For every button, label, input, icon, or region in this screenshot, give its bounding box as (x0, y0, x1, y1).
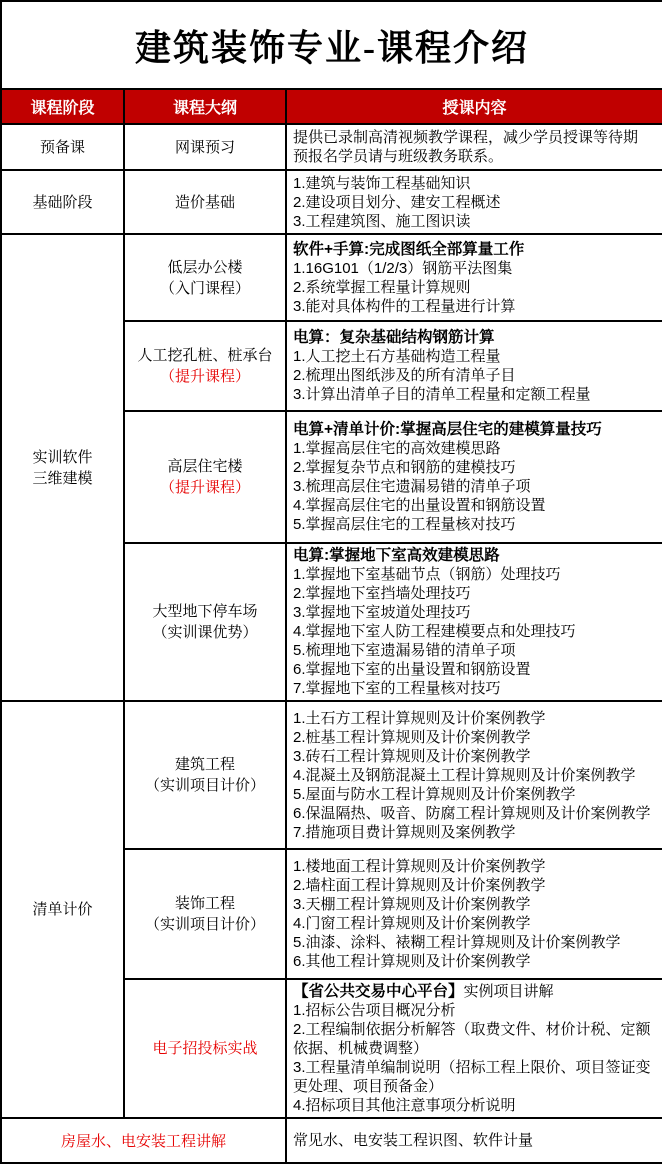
outline-cell-low-rise-office: 低层办公楼 （入门课程） (124, 234, 286, 321)
outline-cell-underground-parking: 大型地下停车场 （实训课优势） (124, 543, 286, 701)
table-row-low-rise-office (1, 234, 662, 321)
table-row-prep (1, 124, 662, 170)
table-row-construction-works (1, 701, 662, 849)
content-cell-high-rise-residence: 电算+清单计价:掌握高层住宅的建模算量技巧 1.掌握高层住宅的高效建模思路 2.掌握复杂节点和钢筋的建模技巧 3.梳理高层住宅遗漏易错的清单子项 4.掌握高层住宅的出量设置和钢筋设置 5.掌握高层住宅的工程量核对技巧 (286, 411, 662, 543)
table-header-row (1, 89, 662, 124)
content-cell-cost-basics: 1.建筑与装饰工程基础知识 2.建设项目划分、建安工程概述 3.工程建筑图、施工图识读 (286, 170, 662, 234)
title-row (1, 1, 662, 89)
column-header-stage: 课程阶段 (1, 89, 124, 124)
content-cell-online-preview: 提供已录制高清视频教学课程，减少学员授课等待期 预报名学员请与班级教务联系。 (286, 124, 662, 170)
merged-cell-plumbing-electrical: 房屋水、电安装工程讲解 (1, 1118, 286, 1163)
column-header-outline: 课程大纲 (124, 89, 286, 124)
column-header-content: 授课内容 (286, 89, 662, 124)
outline-cell-online-preview: 网课预习 (124, 124, 286, 170)
outline-cell-dug-piles: 人工挖孔桩、桩承台 （提升课程） (124, 321, 286, 411)
content-cell-decoration-works: 1.楼地面工程计算规则及计价案例教学 2.墙柱面工程计算规则及计价案例教学 3.天棚工程计算规则及计价案例教学 4.门窗工程计算规则及计价案例教学 5.油漆、涂料、裱糊工程计算规则及计价案例教学 6.其他工程计算规则及计价案例教学 (286, 849, 662, 979)
stage-cell-prep: 预备课 (1, 124, 124, 170)
stage-cell-training-software: 实训软件 三维建模 (1, 234, 124, 701)
content-cell-underground-parking: 电算:掌握地下室高效建模思路 1.掌握地下室基础节点（钢筋）处理技巧 2.掌握地下室挡墙处理技巧 3.掌握地下室坡道处理技巧 4.掌握地下室人防工程建模要点和处理技巧 5.梳理地下室遗漏易错的清单子项 6.掌握地下室的出量设置和钢筋设置 7.掌握地下室的工程量核对技巧 (286, 543, 662, 701)
content-cell-plumbing-electrical: 常见水、电安装工程识图、软件计量 (286, 1118, 662, 1163)
stage-cell-boq-pricing: 清单计价 (1, 701, 124, 1118)
outline-cell-e-bidding: 电子招投标实战 (124, 979, 286, 1118)
table-row-plumbing-electrical (1, 1118, 662, 1163)
outline-cell-decoration-works: 装饰工程 （实训项目计价） (124, 849, 286, 979)
page-title: 建筑装饰专业-课程介绍 (1, 1, 662, 89)
content-cell-construction-works: 1.土石方工程计算规则及计价案例教学 2.桩基工程计算规则及计价案例教学 3.砖石工程计算规则及计价案例教学 4.混凝土及钢筋混凝土工程计算规则及计价案例教学 5.屋面与防水工程计算规则及计价案例教学 6.保温隔热、吸音、防腐工程计算规则及计价案例教学 7.措施项目费计算规则及案例教学 (286, 701, 662, 849)
outline-cell-high-rise-residence: 高层住宅楼 （提升课程） (124, 411, 286, 543)
outline-cell-construction-works: 建筑工程 （实训项目计价） (124, 701, 286, 849)
content-cell-low-rise-office: 软件+手算:完成图纸全部算量工作 1.16G101（1/2/3）钢筋平法图集 2.系统掌握工程量计算规则 3.能对具体构件的工程量进行计算 (286, 234, 662, 321)
outline-cell-cost-basics: 造价基础 (124, 170, 286, 234)
stage-cell-basic: 基础阶段 (1, 170, 124, 234)
content-cell-dug-piles: 电算：复杂基础结构钢筋计算 1.人工挖土石方基础构造工程量 2.梳理出图纸涉及的所有清单子目 3.计算出清单子目的清单工程量和定额工程量 (286, 321, 662, 411)
table-row-basic (1, 170, 662, 234)
content-cell-e-bidding: 【省公共交易中心平台】实例项目讲解 1.招标公告项目概况分析 2.工程编制依据分析解答（取费文件、材价计税、定额依据、机械费调整） 3.工程量清单编制说明（招标工程上限价、项目签证变更处理、项目预备金） 4.招标项目其他注意事项分析说明 (286, 979, 662, 1118)
